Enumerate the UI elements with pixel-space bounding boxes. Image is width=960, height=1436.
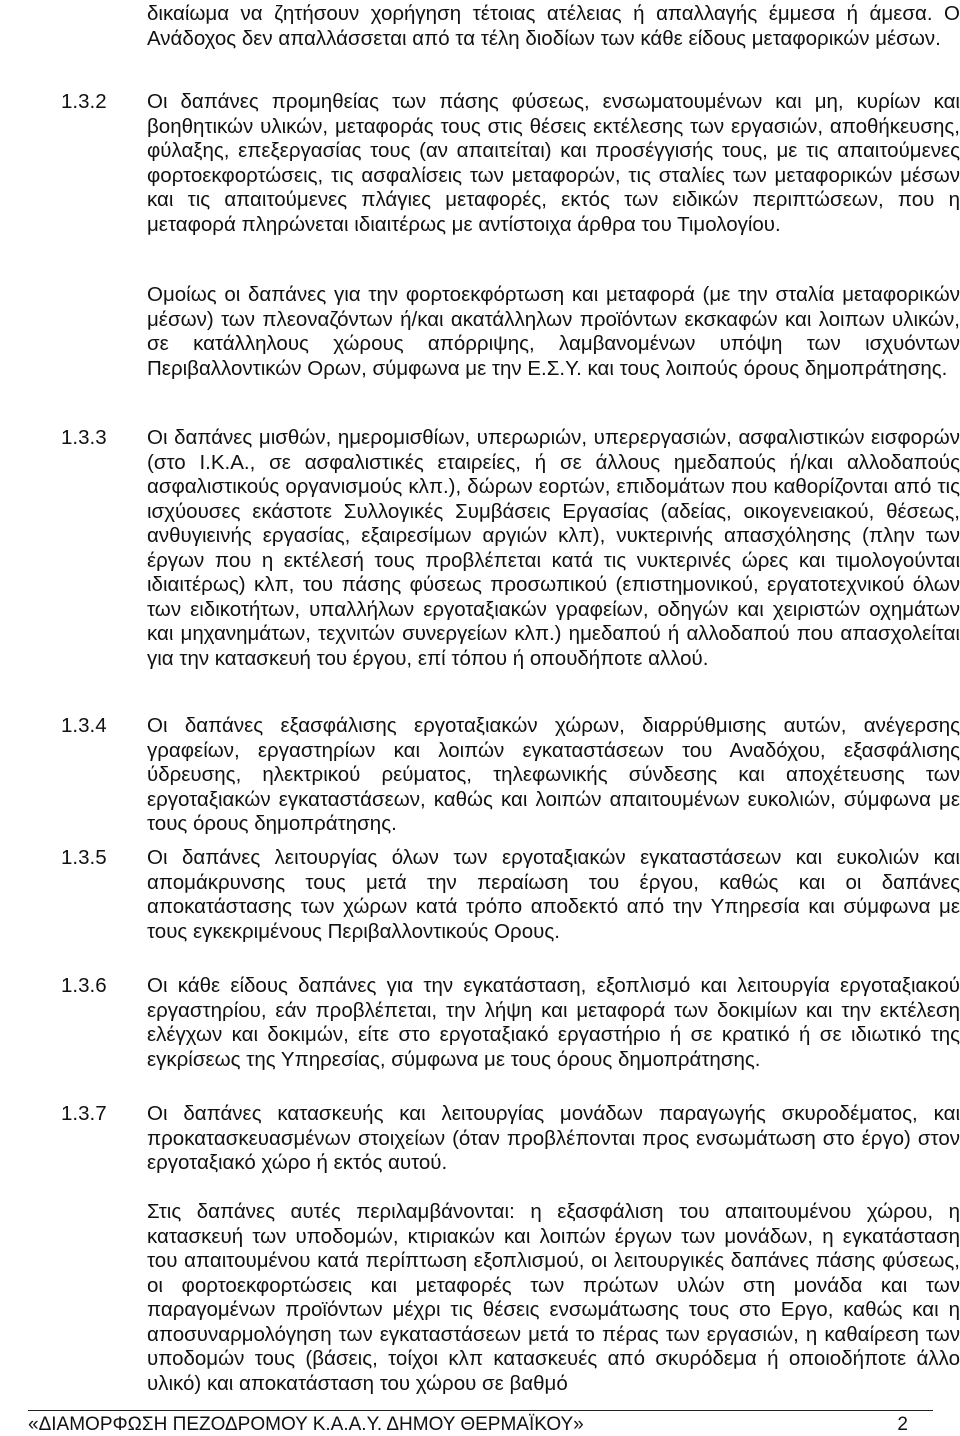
paragraph-intro: δικαίωμα να ζητήσουν χορήγηση τέτοιας ατέλειας ή απαλλαγής έμμεσα ή άμεσα. Ο Ανάδοχος δεν απαλλάσσεται από τα τέλη διοδίων των κάθε είδους μεταφορικών μέσων.: [147, 2, 960, 50]
section-number-1-3-2: 1.3.2: [61, 90, 107, 113]
paragraph-1-3-3: Οι δαπάνες μισθών, ημερομισθίων, υπερωριών, υπερεργασιών, ασφαλιστικών εισφορών (στο Ι.Κ.Α., σε ασφαλιστικές εταιρείες, ή σε άλλους ημεδαπούς ή/και αλλοδαπούς ασφαλιστικούς οργανισμούς κλπ.), δώρων εορτών, επιδομάτων που καθορίζονται από τις ισχύουσες εκάστοτε Συλλογικές Συμβάσεις Εργασίας (αδείας, οικογενειακού, θέσεως, ανθυγιεινής εργασίας, εξαιρεσίμων αργιών κλπ), νυκτερινής απασχόλησης (πλην των έργων που η εκτέλεσή τους προβλέπεται κατά τις νυκτερινές ώρες και τιμολογούνται ιδιαιτέρως) κλπ, του πάσης φύσεως προσωπικού (επιστημονικού, εργατοτεχνικού όλων των ειδικοτήτων, υπαλλήλων εργοταξιακών γραφείων, οδηγών και χειριστών οχημάτων και μηχανημάτων, τεχνιτών συνεργείων κλπ.) ημεδαπού ή αλλοδαπού που απασχολείται για την κατασκευή του έργου, επί τόπου ή οπουδήποτε αλλού.: [147, 426, 960, 670]
paragraph-1-3-7-continued: Στις δαπάνες αυτές περιλαμβάνονται: η εξασφάλιση του απαιτουμένου χώρου, η κατασκευή των υποδομών, κτιριακών και λοιπών έργων των μονάδων, η εγκατάσταση του απαιτουμένου κατά περίπτωση εξοπλισμού, οι λειτουργικές δαπάνες πάσης φύσεως, οι φορτοεκφορτώσεις και μεταφορές των πρώτων υλών στη μονάδα και των παραγομένων προϊόντων μέχρι τις θέσεις ενσωμάτωσης τους στο Εργο, καθώς και η αποσυναρμολόγηση των εγκαταστάσεων μετά το πέρας των εργασιών, η καθαίρεση των υποδομών τους (βάσεις, τοίχοι κλπ κατασκευές από σκυρόδεμα ή οποιοδήποτε άλλο υλικό) και αποκατάσταση του χώρου σε βαθμό: [147, 1200, 960, 1395]
paragraph-1-3-4: Οι δαπάνες εξασφάλισης εργοταξιακών χώρων, διαρρύθμισης αυτών, ανέγερσης γραφείων, εργαστηρίων και λοιπών εγκαταστάσεων του Αναδόχου, εξασφάλισης ύδρευσης, ηλεκτρικού ρεύματος, τηλεφωνικής σύνδεσης και αποχέτευσης των εργοταξιακών εγκαταστάσεων, καθώς και λοιπών απαιτουμένων ευκολιών, σύμφωνα με τους όρους δημοπράτησης.: [147, 714, 960, 835]
section-number-1-3-4: 1.3.4: [61, 714, 107, 737]
section-number-1-3-7: 1.3.7: [61, 1102, 107, 1125]
footer-divider: [28, 1410, 933, 1411]
paragraph-1-3-2: Οι δαπάνες προμηθείας των πάσης φύσεως, ενσωματουμένων και μη, κυρίων και βοηθητικών υλικών, μεταφοράς τους στις θέσεις εκτέλεσης των εργασιών, αποθήκευσης, φύλαξης, επεξεργασίας τους (αν απαιτείται) και προσέγγισής τους, με τις απαιτούμενες φορτοεκφορτώσεις, τις ασφαλίσεις των μεταφορών, τις σταλίες των μεταφορικών μέσων και τις απαιτούμενες πλάγιες μεταφορές, εκτός των ειδικών περιπτώσεων, που η μεταφορά πληρώνεται ιδιαιτέρως με αντίστοιχα άρθρα του Τιμολογίου.: [147, 90, 960, 236]
section-number-1-3-3: 1.3.3: [61, 426, 107, 449]
paragraph-1-3-5: Οι δαπάνες λειτουργίας όλων των εργοταξιακών εγκαταστάσεων και ευκολιών και απομάκρυνσης τους μετά την περαίωση του έργου, καθώς και οι δαπάνες αποκατάστασης των χώρων κατά τρόπο αποδεκτό από την Υπηρεσία και σύμφωνα με τους εγκεκριμένους Περιβαλλοντικούς Ορους.: [147, 846, 960, 943]
footer-page-number: 2: [897, 1414, 908, 1435]
section-number-1-3-6: 1.3.6: [61, 974, 107, 997]
section-number-1-3-5: 1.3.5: [61, 846, 107, 869]
paragraph-1-3-7: Οι δαπάνες κατασκευής και λειτουργίας μονάδων παραγωγής σκυροδέματος, και προκατασκευασμένων στοιχείων (όταν προβλέπονται προς ενσωμάτωση στο έργο) στον εργοταξιακό χώρο ή εκτός αυτού.: [147, 1102, 960, 1174]
footer-title: «ΔΙΑΜΟΡΦΩΣΗ ΠΕΖΟΔΡΟΜΟΥ Κ.Α.Α.Υ. ΔΗΜΟΥ ΘΕΡΜΑΪΚΟΥ»: [28, 1414, 584, 1435]
paragraph-1-3-2-continued: Ομοίως οι δαπάνες για την φορτοεκφόρτωση και μεταφορά (με την σταλία μεταφορικών μέσων) των πλεοναζόντων ή/και ακατάλληλων προϊόντων εκσκαφών και λοιπων υλικών, σε κατάλληλους χώρους απόρριψης, λαμβανομένων υπόψη των ισχυόντων Περιβαλλοντικών Ορων, σύμφωνα με την Ε.Σ.Υ. και τους λοιπούς όρους δημοπράτησης.: [147, 283, 960, 380]
paragraph-1-3-6: Οι κάθε είδους δαπάνες για την εγκατάσταση, εξοπλισμό και λειτουργία εργοταξιακού εργαστηρίου, εάν προβλέπεται, την λήψη και μεταφορά των δοκιμίων και την εκτέλεση ελέγχων και δοκιμών, είτε στο εργοταξιακό εργαστήριο ή σε κρατικό ή σε ιδιωτικό της εγκρίσεως της Υπηρεσίας, σύμφωνα με τους όρους δημοπράτησης.: [147, 974, 960, 1071]
